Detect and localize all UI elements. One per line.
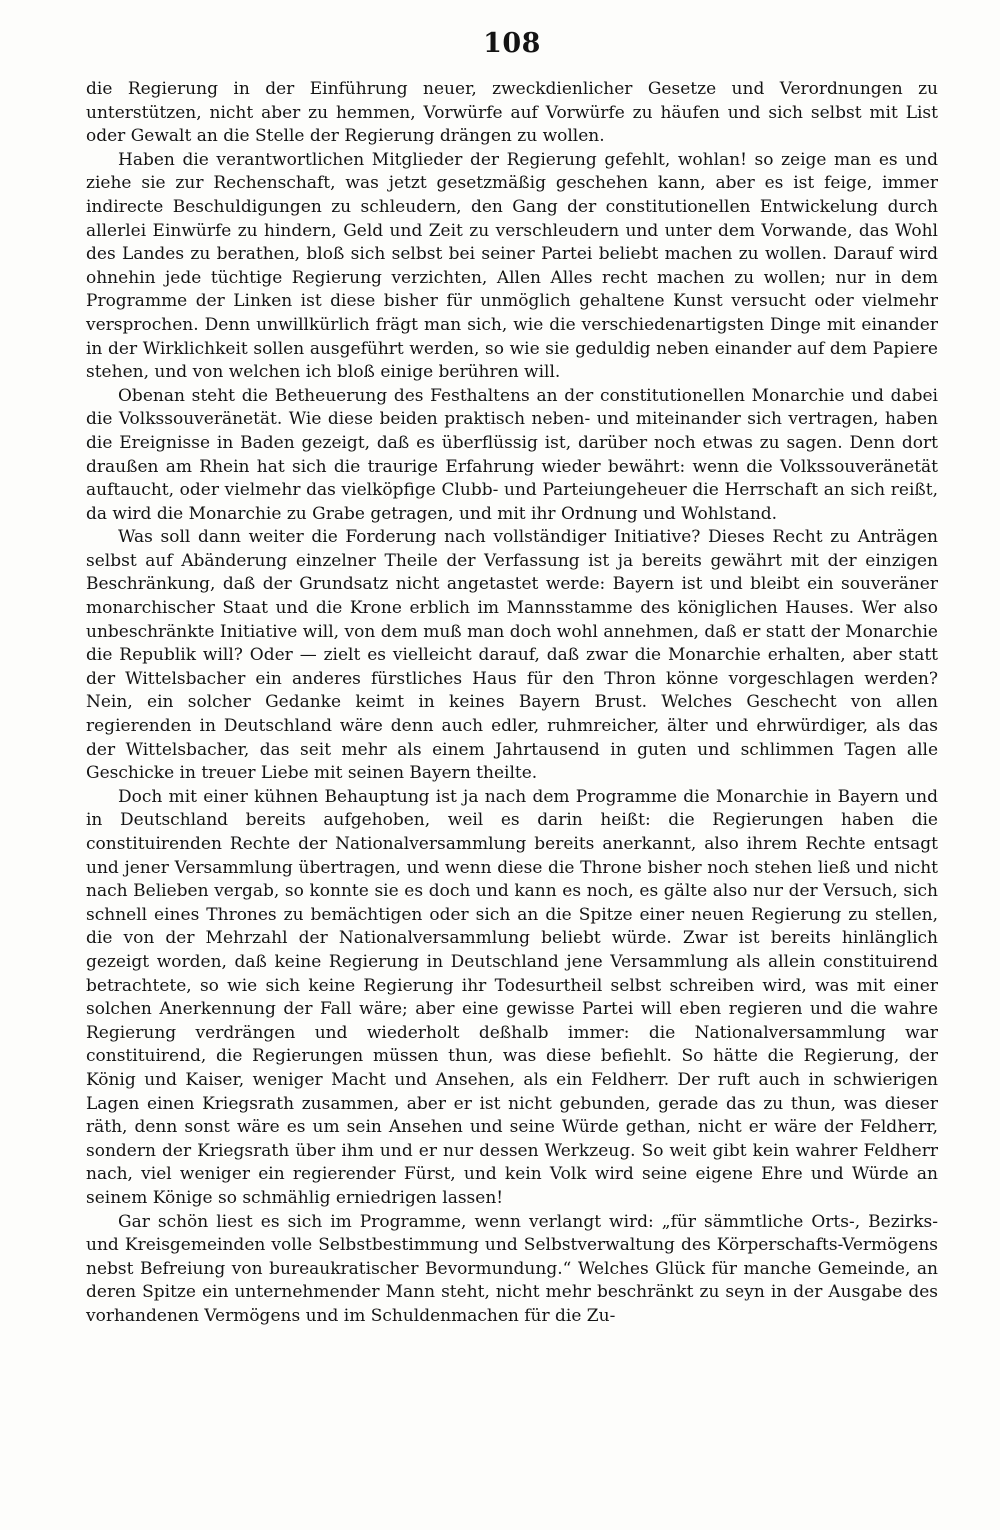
paragraph-5: Doch mit einer kühnen Behauptung ist ja nach dem Programme die Monarchie in Bayern und in Deutschland bereits aufgehoben, weil es darin heißt: die Regierungen haben die constituirenden Rechte der Nationalversammlung bereits anerkannt, also ihrem Rechte entsagt und jener Versammlung übertragen, und wenn diese die Throne bisher noch stehen ließ und nicht nach Belieben vergab, so konnte sie es doch und kann es noch, es gälte also nur der Versuch, sich schnell eines Thrones zu bemächtigen oder sich an die Spitze einer neuen Regierung zu stellen, die von der Mehrzahl der Nationalversammlung beliebt würde. Zwar ist bereits hinlänglich gezeigt worden, daß keine Regierung in Deutschland jene Versammlung als allein constituirend betrachtete, so wie sich keine Regierung ihr Todesurtheil selbst schreiben wird, was mit einer solchen Anerkennung der Fall wäre; aber eine gewisse Partei will eben regieren und die wahre Regierung verdrängen und wiederholt deßhalb immer: die Nationalversammlung war constituirend, die Regierungen müssen thun, was diese befiehlt. So hätte die Regierung, der König und Kaiser, weniger Macht und Ansehen, als ein Feldherr. Der ruft auch in schwierigen Lagen einen Kriegsrath zusammen, aber er ist nicht gebunden, gerade das zu thun, was dieser räth, denn sonst wäre es um sein Ansehen und seine Würde gethan, nicht er wäre der Feldherr, sondern der Kriegsrath über ihm und er nur dessen Werkzeug. So weit gibt kein wahrer Feldherr nach, viel weniger ein regierender Fürst, und kein Volk wird seine eigene Ehre und Würde an seinem Könige so schmählig erniedrigen lassen! bbox=[86, 786, 938, 1208]
paragraph-1: die Regierung in der Einführung neuer, zweckdienlicher Gesetze und Verordnungen zu unterstützen, nicht aber zu hemmen, Vorwürfe auf Vorwürfe zu häufen und sich selbst mit List oder Gewalt an die Stelle der Regierung drängen zu wollen. bbox=[86, 79, 938, 147]
page-number: 108 bbox=[483, 28, 541, 59]
paragraph-2: Haben die verantwortlichen Mitglieder der Regierung gefehlt, wohlan! so zeige man es und ziehe sie zur Rechenschaft, was jetzt gesetzmäßig geschehen kann, aber es ist feige, immer indirecte Beschuldigungen zu schleudern, den Gang der constitutionellen Entwickelung durch allerlei Einwürfe zu hindern, Geld und Zeit zu verschleudern und unter dem Vorwande, das Wohl des Landes zu berathen, bloß sich selbst bei seiner Partei beliebt machen zu wollen. Darauf wird ohnehin jede tüchtige Regierung verzichten, Allen Alles recht machen zu wollen; nur in dem Programme der Linken ist diese bisher für unmöglich gehaltene Kunst versucht oder vielmehr versprochen. Denn unwillkürlich frägt man sich, wie die verschiedenartigsten Dinge mit einander in der Wirklichkeit sollen ausgeführt werden, so wie sie geduldig neben einander auf dem Papiere stehen, und von welchen ich bloß einige berühren will. bbox=[86, 149, 938, 383]
paragraph-4: Was soll dann weiter die Forderung nach vollständiger Initiative? Dieses Recht zu Anträgen selbst auf Abänderung einzelner Theile der Verfassung ist ja bereits gewährt mit der einzigen Beschränkung, daß der Grundsatz nicht angetastet werde: Bayern ist und bleibt ein souveräner monarchischer Staat und die Krone erblich im Mannsstamme des königlichen Hauses. Wer also unbeschränkte Initiative will, von dem muß man doch wohl annehmen, daß er statt der Monarchie die Republik will? Oder — zielt es vielleicht darauf, daß zwar die Monarchie erhalten, aber statt der Wittelsbacher ein anderes fürstliches Haus für den Thron könne vorgeschlagen werden? Nein, ein solcher Gedanke keimt in keines Bayern Brust. Welches Geschecht von allen regierenden in Deutschland wäre denn auch edler, ruhmreicher, älter und ehrwürdiger, als das der Wittelsbacher, das seit mehr als einem Jahrtausend in guten und schlimmen Tagen alle Geschicke in treuer Liebe mit seinen Bayern theilte. bbox=[86, 527, 938, 784]
paragraph-6: Gar schön liest es sich im Programme, wenn verlangt wird: „für sämmtliche Orts-, Bezirks- und Kreisgemeinden volle Selbstbestimmung und Selbstverwaltung des Körperschafts-Vermögens nebst Befreiung von bureaukratischer Bevormundung.“ Welches Glück für manche Gemeinde, an deren Spitze ein unternehmender Mann steht, nicht mehr beschränkt zu seyn in der Ausgabe des vorhandenen Vermögens und im Schuldenmachen für die Zu- bbox=[86, 1211, 938, 1326]
page-body bbox=[86, 78, 938, 1328]
document-page bbox=[86, 26, 938, 1328]
paragraph-3: Obenan steht die Betheuerung des Festhaltens an der constitutionellen Monarchie und dabei die Volkssouveränetät. Wie diese beiden praktisch neben- und miteinander sich vertragen, haben die Ereignisse in Baden gezeigt, daß es überflüssig ist, darüber noch etwas zu sagen. Denn dort draußen am Rhein hat sich die traurige Erfahrung wieder bewährt: wenn die Volkssouveränetät auftaucht, oder vielmehr das vielköpfige Clubb- und Parteiungeheuer die Herrschaft an sich reißt, da wird die Monarchie zu Grabe getragen, und mit ihr Ordnung und Wohlstand. bbox=[86, 385, 938, 524]
